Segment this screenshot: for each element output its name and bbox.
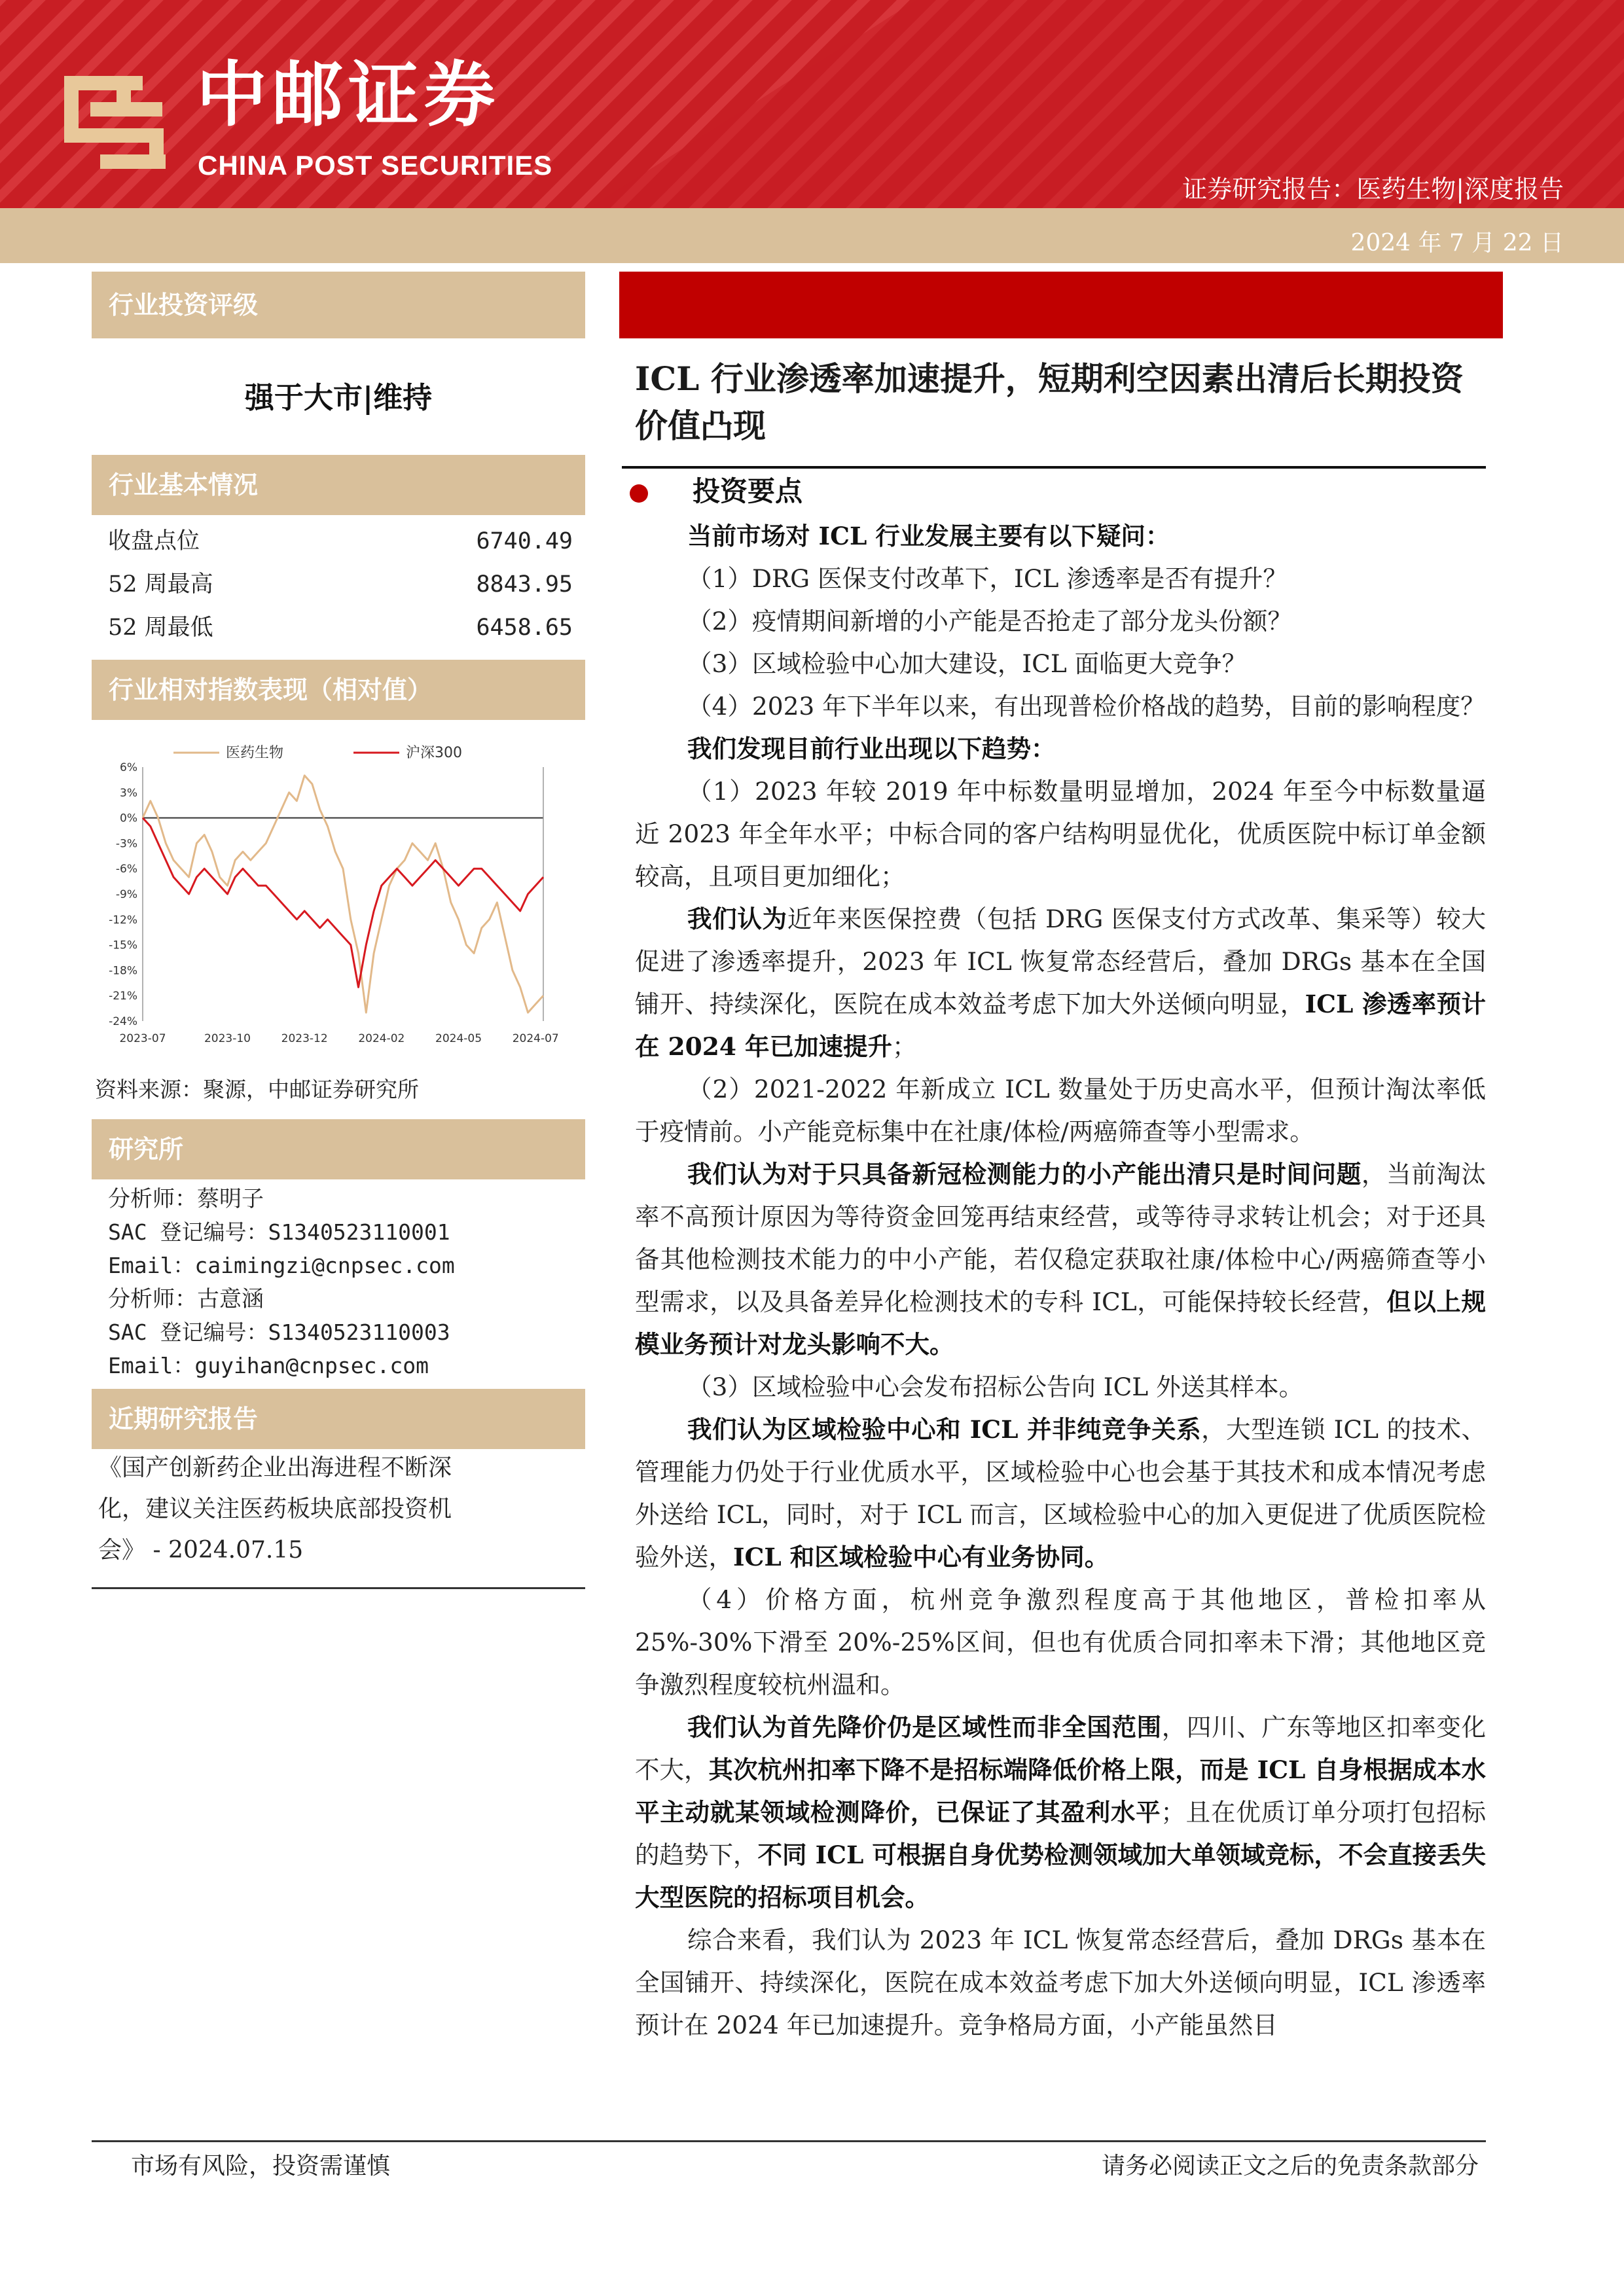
text: ，大型连锁 ICL 的技术、管理能力仍处于行业优质水平，区域检验中心也会基于其技术和成本情况考虑外送给 ICL，同时，对于 ICL 而言，区域检验中心的加入更促进了优质医院检验外送， [635, 1415, 1486, 1571]
header-banner [0, 0, 1624, 208]
bold-text: 但以上规模业务预计对龙头影响不大。 [635, 1287, 1487, 1359]
rating-section-header: 行业投资评级 [92, 272, 585, 338]
basic-info-section-header: 行业基本情况 [92, 455, 585, 515]
questions-heading: 当前市场对 ICL 行业发展主要有以下疑问： [687, 522, 1170, 550]
x-tick-label: 2024-02 [358, 1032, 405, 1045]
bullet-dot-icon [630, 484, 648, 503]
question-item: （4）2023 年下半年以来，有出现普检价格战的趋势，目前的影响程度？ [687, 692, 1485, 721]
summary-paragraph: 综合来看，我们认为 2023 年 ICL 恢复常态经营后，叠加 DRGs 基本在全国铺开、持续深化，医院在成本效益考虑下加大外送倾向明显，ICL 渗透率预计在 2024 年已加速提升。竞争格局方面，小产能虽然目 [635, 1926, 1486, 2039]
text: ； [892, 1032, 917, 1061]
title-red-bar [619, 272, 1503, 338]
research-section-header: 研究所 [92, 1119, 585, 1179]
question-item: （2）疫情期间新增的小产能是否抢走了部分龙头份额？ [687, 607, 1292, 636]
chart-source: 资料来源：聚源，中邮证券研究所 [95, 1077, 419, 1102]
x-tick-label: 2024-05 [435, 1032, 482, 1045]
bold-text: 我们认为 [687, 905, 787, 933]
title-rule [622, 466, 1486, 469]
report-title: ICL 行业渗透率加速提升，短期利空因素出清后长期投资价值凸现 [635, 359, 1464, 445]
recent-report-line: 化，建议关注医药板块底部投资机 [98, 1496, 452, 1522]
footer-disclaimer-note: 请务必阅读正文之后的免责条款部分 [1101, 2153, 1479, 2179]
relative-index-chart [92, 733, 585, 1054]
y-tick-label: -24% [109, 1015, 137, 1028]
text: ；且在优质订单分项打包招标的趋势下， [635, 1798, 1487, 1869]
y-tick-label: -9% [115, 888, 137, 901]
y-tick-label: 0% [120, 812, 137, 825]
trend-paragraph: （2）2021-2022 年新成立 ICL 数量处于历史高水平，但预计淘汰率低于疫情前。小产能竞标集中在社康/体检/两癌筛查等小型需求。 [635, 1075, 1486, 1146]
analyst-line: SAC 登记编号：S1340523110001 [108, 1219, 450, 1245]
brand-name-en: CHINA POST SECURITIES [198, 150, 553, 181]
trend-paragraph: （1）2023 年较 2019 年中标数量明显增加，2024 年至今中标数量逼近 2023 年全年水平；中标合同的客户结构明显优化，优质医院中标订单金额较高，且项目更加细化； [635, 777, 1486, 891]
question-item: （1）DRG 医保支付改革下，ICL 渗透率是否有提升？ [687, 564, 1288, 593]
text: ，四川、广东等地区扣率变化不大， [635, 1713, 1487, 1784]
recent-report-line: 会》 - 2024.07.15 [98, 1537, 304, 1564]
x-tick-label: 2023-10 [204, 1032, 251, 1045]
brand-name-cn: 中邮证券 [196, 54, 501, 136]
y-tick-label: -15% [109, 939, 137, 952]
y-tick-label: -21% [109, 990, 137, 1003]
trend-paragraph: （4）价格方面，杭州竞争激烈程度高于其他地区，普检扣率从 25%-30%下滑至 20%-25%区间，但也有优质合同扣率未下滑；其他地区竞争激烈程度较杭州温和。 [635, 1585, 1486, 1699]
basic-info-row [108, 530, 573, 573]
text: 近年来医保控费（包括 DRG 医保支付方式改革、集采等）较大促进了渗透率提升，2023 年 ICL 恢复常态经营后，叠加 DRGs 基本在全国铺开、持续深化，医院在成本效益考虑下加大外送倾向明显， [635, 905, 1486, 1018]
industry-rating: 强于大市|维持 [244, 380, 433, 415]
report-date: 2024 年 7 月 22 日 [1350, 230, 1564, 257]
investment-points-heading: 投资要点 [693, 475, 803, 507]
view-paragraph [635, 1153, 1486, 1366]
x-tick-label: 2024-07 [512, 1032, 559, 1045]
analyst-email[interactable]: Email：caimingzi@cnpsec.com [108, 1253, 455, 1278]
basic-info-value: 6458.65 [476, 615, 573, 641]
y-tick-label: 6% [120, 761, 137, 774]
y-tick-label: -6% [115, 863, 137, 876]
text: ，当前淘汰率不高预计原因为等待资金回笼再结束经营，或等待寻求转让机会；对于还具备其他检测技术能力的中小产能，若仅稳定获取社康/体检中心/两癌筛查等小型需求，以及具备差异化检测技术的专科 ICL，可能保持较长经营， [635, 1160, 1487, 1316]
trend-paragraph: （3）区域检验中心会发布招标公告向 ICL 外送其样本。 [687, 1372, 1304, 1401]
y-tick-label: -3% [115, 837, 137, 851]
bold-text: 我们认为首先降价仍是区域性而非全国范围 [687, 1713, 1162, 1742]
legend-label: 沪深300 [406, 745, 462, 761]
y-tick-label: 3% [120, 786, 137, 800]
basic-info-value: 6740.49 [476, 528, 573, 554]
analyst-list [108, 1188, 455, 1388]
series-line-pharma [143, 776, 543, 1013]
y-tick-label: -12% [109, 913, 137, 927]
series-line-hs300 [143, 818, 543, 988]
basic-info-value: 8843.95 [476, 571, 573, 598]
basic-info-row [108, 617, 573, 660]
basic-info-label: 收盘点位 [108, 528, 200, 554]
bold-text: ICL 和区域检验中心有业务协同。 [733, 1543, 1110, 1571]
bold-text: 我们认为区域检验中心和 ICL 并非纯竞争关系 [687, 1415, 1202, 1444]
china-post-logo-icon [51, 63, 182, 194]
analyst-line: 分析师：古意涵 [108, 1286, 264, 1312]
x-tick-label: 2023-07 [119, 1032, 166, 1045]
report-type: 证券研究报告：医药生物|深度报告 [1182, 175, 1564, 204]
analyst-email[interactable]: Email：guyihan@cnpsec.com [108, 1353, 429, 1378]
footer-rule [92, 2140, 1486, 2142]
recent-report-link[interactable] [98, 1456, 583, 1580]
bold-text: 不同 ICL 可根据自身优势检测领域加大单领域竞标，不会直接丢失大型医院的招标项目机会。 [635, 1840, 1487, 1912]
footer-risk-note: 市场有风险，投资需谨慎 [131, 2153, 391, 2179]
basic-info-label: 52 周最高 [108, 571, 213, 598]
basic-info-row [108, 573, 573, 617]
x-tick-label: 2023-12 [281, 1032, 328, 1045]
chart-section-header: 行业相对指数表现（相对值） [92, 660, 585, 720]
analyst-line: 分析师：蔡明子 [108, 1186, 264, 1212]
body-text [635, 515, 1486, 2047]
bold-text: 其次杭州扣率下降不是招标端降低价格上限，而是 ICL 自身根据成本水平主动就某领域检测降价，已保证了其盈利水平 [635, 1755, 1486, 1827]
view-paragraph [635, 1408, 1486, 1579]
y-tick-label: -18% [109, 964, 137, 978]
bold-text: ICL 渗透率预计在 2024 年已加速提升 [635, 990, 1486, 1061]
basic-info-label: 52 周最低 [108, 615, 213, 641]
view-paragraph [635, 898, 1486, 1068]
view-paragraph [635, 1706, 1486, 1919]
recent-report-line: 《国产创新药企业出海进程不断深 [98, 1454, 452, 1481]
bold-text: 我们认为对于只具备新冠检测能力的小产能出清只是时间问题 [687, 1160, 1362, 1189]
legend-label: 医药生物 [226, 745, 284, 761]
trends-heading: 我们发现目前行业出现以下趋势： [687, 734, 1056, 763]
analyst-line: SAC 登记编号：S1340523110003 [108, 1319, 450, 1345]
basic-info-table [108, 530, 573, 660]
question-item: （3）区域检验中心加大建设，ICL 面临更大竞争？ [687, 649, 1247, 678]
left-divider [92, 1587, 585, 1589]
header-date-band [0, 208, 1624, 263]
recent-reports-section-header: 近期研究报告 [92, 1389, 585, 1449]
